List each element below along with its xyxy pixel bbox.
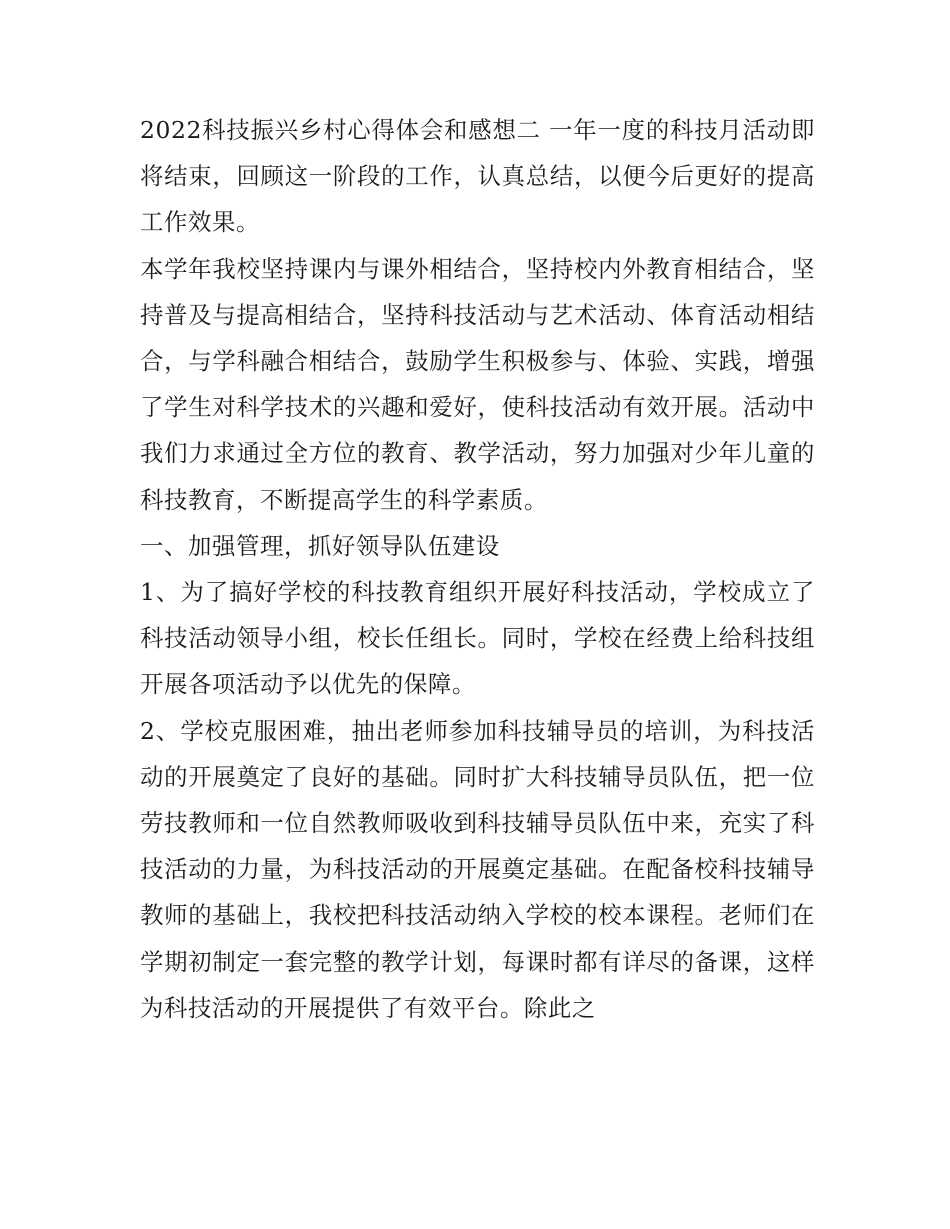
list-item: 2、学校克服困难，抽出老师参加科技辅导员的培训，为科技活动的开展奠定了良好的基础。同时扩大科技辅导员队伍，把一位劳技教师和一位自然教师吸收到科技辅导员队伍中来，充实了科技活动的力量，为科技活动的开展奠定基础。在配备校科技辅导教师的基础上，我校把科技活动纳入学校的校本课程。老师们在学期初制定一套完整的教学计划，每课时都有详尽的备课，这样为科技活动的开展提供了有效平台。除此之 [140, 716, 815, 1022]
overview-paragraph: 本学年我校坚持课内与课外相结合，坚持校内外教育相结合，坚持普及与提高相结合，坚持科技活动与艺术活动、体育活动相结合，与学科融合相结合，鼓励学生积极参与、体验、实践，增强了学生对科学技术的兴趣和爱好，使科技活动有效开展。活动中我们力求通过全方位的教育、教学活动，努力加强对少年儿童的科技教育，不断提高学生的科学素质。 [140, 254, 815, 514]
document-body [140, 107, 815, 1031]
section-heading: 一、加强管理，抓好领导队伍建设 [140, 531, 500, 560]
intro-paragraph: 2022科技振兴乡村心得体会和感想二 一年一度的科技月活动即将结束，回顾这一阶段的工作，认真总结，以便今后更好的提高工作效果。 [140, 116, 815, 237]
list-item: 1、为了搞好学校的科技教育组织开展好科技活动，学校成立了科技活动领导小组，校长任组长。同时，学校在经费上给科技组开展各项活动予以优先的保障。 [140, 578, 815, 699]
